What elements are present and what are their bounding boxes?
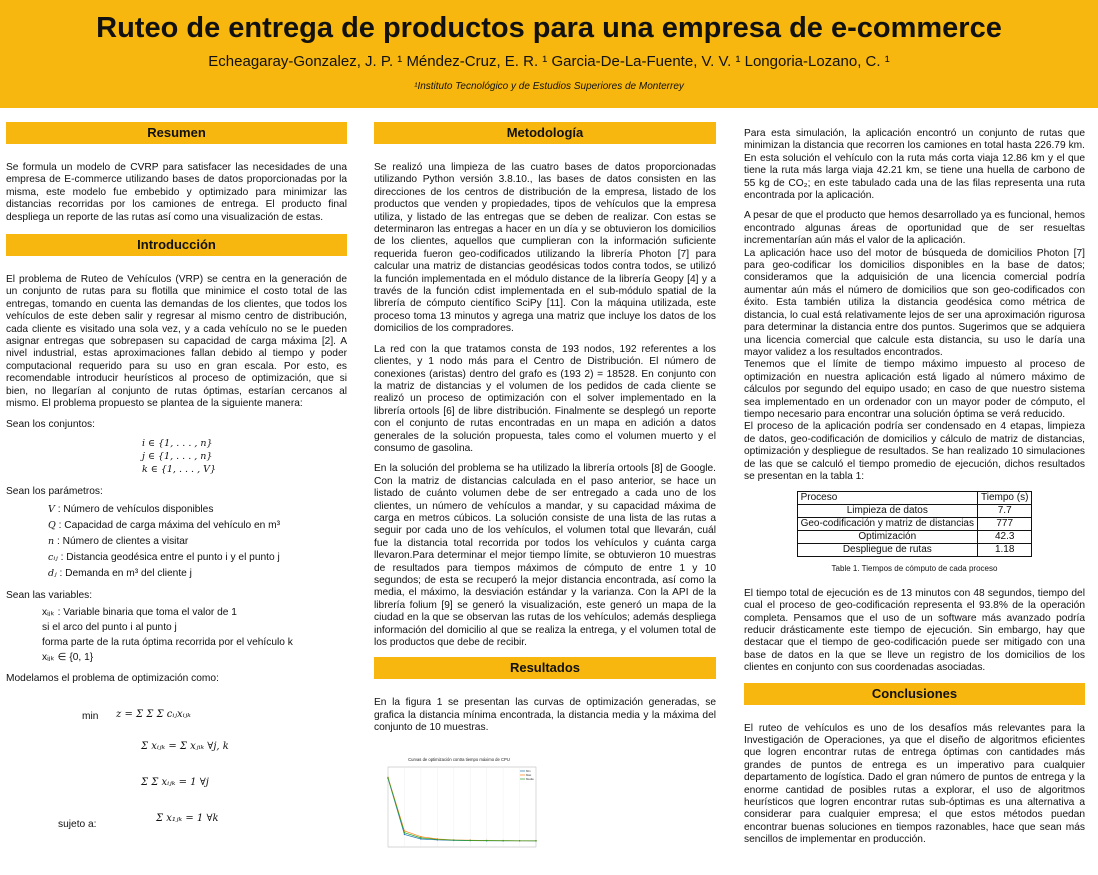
conclusiones-p1: El ruteo de vehículos es uno de los desafíos más relevantes para la Investigación de Operaciones, ya que el diseño de algoritmos eficientes que logren encontrar rutas de entrega óptimas con cantidades más grandes de puntos de entrega es un imperativo para cualquier departamento de logística. Dado el gran número de puntos de entrega y la enorme cantidad de posibles rutas a explorar, el uso de algoritmos heurísticos que logren encontrar rutas sub-óptimas es una alternativa a considerar para cualquier empresa; el que estos métodos puedan encontrar buenas soluciones en tiempos razonables, hace que sean más sencillos de implementar en producción. xyxy=(744,722,1085,846)
table-header: Proceso xyxy=(797,492,977,505)
var-line: xᵢⱼₖ ∈ {0, 1} xyxy=(42,651,94,663)
table-row: Optimización 42.3 xyxy=(797,531,1032,544)
author-list: Echeagaray-Gonzalez, J. P. ¹ Méndez-Cruz, E. R. ¹ Garcia-De-La-Fuente, V. V. ¹ Longoria-Lozano, C. ¹ xyxy=(208,53,890,70)
param-row: dⱼ : Demanda en m³ del cliente j xyxy=(48,568,192,580)
section-heading-conclusiones: Conclusiones xyxy=(744,683,1085,705)
chart-point xyxy=(535,840,536,841)
param-row: Q : Capacidad de carga máxima del vehículo en m³ xyxy=(48,520,281,532)
chart-point xyxy=(387,777,388,778)
chart-point xyxy=(453,839,454,840)
column-middle xyxy=(374,122,716,857)
section-heading-introduccion: Introducción xyxy=(6,234,347,256)
section-heading-resultados: Resultados xyxy=(374,657,716,679)
optimization-model xyxy=(6,691,347,851)
param-row: V : Número de vehículos disponibles xyxy=(48,504,214,516)
set-k: k ∈ {1, . . . , V} xyxy=(142,463,217,475)
objective-function: z = Σ Σ Σ cᵢⱼxᵢⱼₖ xyxy=(116,709,191,721)
metodologia-p1: Se realizó una limpieza de las cuatro bases de datos proporcionadas utilizando Python versión 3.8.10., las bases de datos consisten en las direcciones de los centros de distribución de la empresa, listado de los productos que venden y propiedades, tipos de vehículos que la empresa utiliza, y listado de las entregas que se deben de realizar. Con estas se determinaron las entregas a hacer en un día y se obtuvieron los domicilios de los clientes, aquellos que cumplieran con la información suficiente requerida fueron geo-codificados utilizando la librería Photon [7] para calcular una matriz de distancias geodésicas todos contra todos, se utilizó la función implementada en el módulo distance de la librería Geopy [4] y a través de la función cdist implementada en el sub-módulo spatial de la librería de cómputo científico SciPy [11]. Con la máquina utilizada, este proceso toma 13 minutos y agrega una matriz que incluye los datos de los domicilios de los compradores. xyxy=(374,162,716,335)
params-label: Sean los parámetros: xyxy=(6,485,103,497)
var-line: xᵢⱼₖ : Variable binaria que toma el valor de 1 xyxy=(42,606,237,618)
col3-p1: Para esta simulación, la aplicación encontró un conjunto de rutas que minimizan la distancia que recorren los camiones en total hasta 226.79 km. En esta solución el vehículo con la ruta más corta viaja 12.86 km y el que tiene la ruta más larga viaja 42.21 km, se tiene una huella de carbono de 55 kg de CO₂; en este tabulado cada una de las filas representa una ruta encontrada por la aplicación. xyxy=(744,128,1085,202)
chart-point xyxy=(437,838,438,839)
poster-title: Ruteo de entrega de productos para una empresa de e-commerce xyxy=(96,12,1002,44)
chart-point xyxy=(502,840,503,841)
col3-p6: El tiempo total de ejecución es de 13 minutos con 48 segundos, tiempo del cual el proceso de geo-codificación representa el 93.8% de la operación completa. Pensamos que el uso de un software más avanzado podría reducir drásticamente este tiempo de ejecución. Sin embargo, hay que destacar que el tiempo de geo-codificación puede ser mitigado con una base de datos en la que se lleve un registro de los domicilios de los clientes en conjunto con sus coordenadas asociadas. xyxy=(744,587,1085,674)
col3-p4: Tenemos que el límite de tiempo máximo impuesto al proceso de optimización en nuestra aplicación está ligado al número máximo de cálculos por segundo del equipo usado; en caso de que nuestro sistema sea implementado en un ordenador con un mayor poder de cómputo, el tiempo necesario para encontrar una solución óptima se verá reducido. xyxy=(744,359,1085,420)
chart-point xyxy=(404,832,405,833)
section-heading-resumen: Resumen xyxy=(6,122,347,144)
table-caption: Table 1. Tiempos de cómputo de cada proceso xyxy=(831,564,998,574)
var-line: forma parte de la ruta óptima recorrida por el vehículo k xyxy=(42,636,293,648)
chart-point xyxy=(470,839,471,840)
chart-legend-label: Max xyxy=(526,772,532,777)
metodologia-p3: En la solución del problema se ha utilizado la librería ortools [8] de Google. Con la matriz de distancias calculada en el paso anterior, se hace un listado de cuánto volumen debe de ser entregado a cada uno de los clientes, un número de vehículos a mandar, y su capacidad máxima de carga en metros cúbicos. La solución consiste de una lista de las rutas a seguir por cada uno de los vehículos, el volumen total que llevarán, cuál fue la distancia total recorrida por todos los vehículos y cuánta carga llevaron.Para determinar el mejor tiempo límite, se obtuvieron 10 muestras de resultados para tiempos máximos de cómputo de entre 1 y 10 segundos; de esta se recuperó la mejor distancia encontrada, así como la media, el máximo, la desviación estándar y la varianza. Con la API de la librería folium [9] se generó la visualización, este generó un mapa de la ciudad en la que se observan las rutas de los vehículos; además despliega información del domicilio al que se realiza la entrega, y el volumen total de los productos que debe de recibir. xyxy=(374,463,716,649)
param-row: cᵢⱼ : Distancia geodésica entre el punto i y el punto j xyxy=(48,552,280,564)
column-right xyxy=(744,128,1085,855)
col3-p5: El proceso de la aplicación podría ser condensado en 4 etapas, limpieza de datos, geo-codificación de domicilios y cálculo de matriz de distancias, optimización y despliegue de resultados. Se han realizado 10 simulaciones de las que se calculó el tiempo promedio de ejecución, dichos resultados se presentan en la tabla 1: xyxy=(744,421,1085,482)
intro-paragraph: El problema de Ruteo de Vehículos (VRP) se centra en la generación de un conjunto de rutas para su flotilla que minimice el costo total de las entregas, tomando en cuenta las demandas de los clientes, que todos los vehículos de este deben salir y regresar al mismo centro de distribución, cada cliente es visitado una sola vez, y a cada vehículo no se le pueden asignar entregas que sobrepasen su capacidad de carga máxima [2]. A nivel industrial, estas aproximaciones fallan debido al tiempo y poder computacional requerido para su uso en gran escala. Por esto, es recomendable introducir heurísticos al proceso de optimización, que si bien, no llegarían al conjunto de rutas óptimas, estarían cercanos al mismo. El problema propuesto se plantea de la siguiente manera: xyxy=(6,274,347,410)
optimization-curves-chart xyxy=(374,753,544,853)
column-left xyxy=(6,122,347,851)
constraint-visit: Σ Σ xᵢⱼₖ = 1 ∀j xyxy=(141,777,209,789)
section-heading-metodologia: Metodología xyxy=(374,122,716,144)
model-label: Modelamos el problema de optimización como: xyxy=(6,672,219,684)
table-header: Tiempo (s) xyxy=(978,492,1032,505)
chart-point xyxy=(420,837,421,838)
vars-label: Sean las variables: xyxy=(6,590,93,602)
col3-p3: La aplicación hace uso del motor de búsqueda de domicilios Photon [7] para geo-codificar los domicilios disponibles en la base de datos; consideramos que la adquisición de una licencia comercial podría aumentar aún más el número de domicilios que son geo-codificados con éxito. Esta también utiliza la distancia geodésica como métrica de distancia, lo cual está relativamente lejos de ser una aproximación rigurosa para determinar la distancia entre dos puntos. Sugerimos que se adquiera una licencia comercial que calcule esta distancia, su uso le daría una mayor validez a los resultados encontrados. xyxy=(744,247,1085,358)
constraint-flow: Σ xᵢⱼₖ = Σ xⱼᵢₖ ∀j, k xyxy=(141,741,229,753)
metodologia-p2: La red con la que tratamos consta de 193 nodos, 192 referentes a los clientes, y 1 nodo más para el Centro de Distribución. El número de conexiones (aristas) dentro del grafo es (193 2) = 18528. En conjunto con la matriz de distancias y el volumen de los pedidos de cada cliente se realizó un proceso de optimización con el solver implementado en la librería ortools [6] de libre distribución. Finalmente se desplegó un reporte con el conjunto de rutas encontradas en un mapa en adición a datos generales de la solución propuesta, tales como el volumen muerto y el consumo de gasolina. xyxy=(374,343,716,454)
table-header-row xyxy=(797,492,1032,505)
chart-plot-area xyxy=(388,767,536,847)
affiliation: ¹Instituto Tecnológico y de Estudios Superiores de Monterrey xyxy=(414,81,684,92)
chart-legend-label: Media xyxy=(526,776,534,781)
chart-point xyxy=(486,840,487,841)
chart-title: Curvas de optimización contra tiempo máximo de CPU xyxy=(408,756,510,762)
param-row: n : Número de clientes a visitar xyxy=(48,536,189,548)
chart-legend-label: Min xyxy=(526,768,531,773)
params-list xyxy=(48,502,347,582)
set-i: i ∈ {1, . . . , n} xyxy=(142,437,213,449)
resumen-text: Se formula un modelo de CVRP para satisfacer las necesidades de una empresa de E-commerce utilizando bases de datos proporcionadas por la misma, este modelo fue embebido y optimizado para minimizar las distancias recorridas por los camiones de entrega. El producto final despliega un reporte de las rutas así como una visualización de estas. xyxy=(6,162,347,223)
table-row: Geo-codificación y matriz de distancias 777 xyxy=(797,518,1032,531)
resultados-p1: En la figura 1 se presentan las curvas de optimización generadas, se grafica la distancia mínima encontrada, la distancia media y la máxima del conjunto de 10 muestras. xyxy=(374,697,716,734)
col3-p2: A pesar de que el producto que hemos desarrollado ya es funcional, hemos encontrado algunas áreas de oportunidad que de ser resueltas incrementarían aún más el valor de la aplicación. xyxy=(744,210,1085,247)
constraint-depot: Σ x₁ⱼₖ = 1 ∀k xyxy=(156,813,219,825)
set-j: j ∈ {1, . . . , n} xyxy=(142,450,213,462)
table-row: Despliegue de rutas 1.18 xyxy=(797,544,1032,557)
poster-header xyxy=(0,0,1098,108)
min-label: min xyxy=(82,711,99,723)
sets-list xyxy=(142,437,347,476)
chart-point xyxy=(519,840,520,841)
vars-list xyxy=(42,605,347,665)
chart-point xyxy=(404,833,405,834)
sets-label: Sean los conjuntos: xyxy=(6,418,95,430)
var-line: si el arco del punto i al punto j xyxy=(42,621,177,633)
timing-table xyxy=(797,491,1033,557)
subject-to-label: sujeto a: xyxy=(58,819,97,831)
table-row: Limpieza de datos 7.7 xyxy=(797,505,1032,518)
